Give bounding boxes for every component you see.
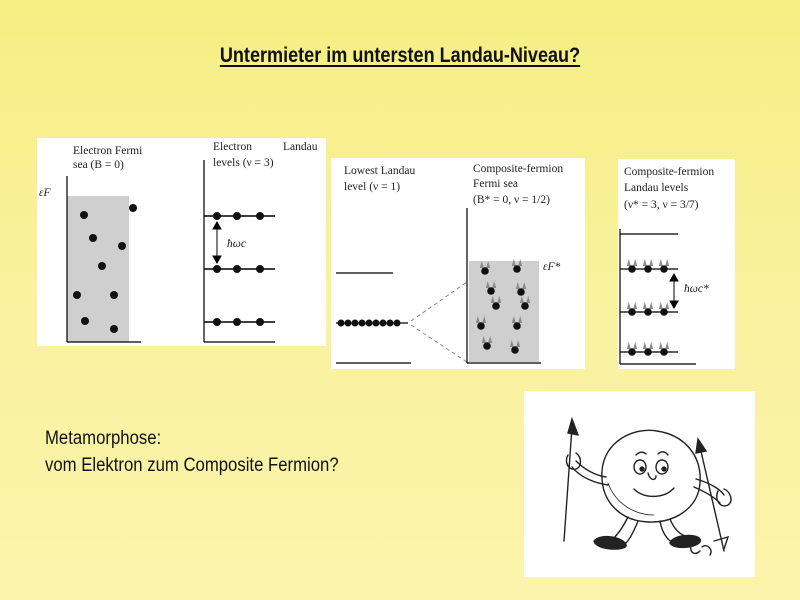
cf-ll-composite-fermions bbox=[627, 259, 669, 356]
composite-fermion bbox=[643, 342, 653, 356]
fermi-energy-label: εF bbox=[39, 187, 51, 199]
cf-sea-heading-line2: Fermi sea bbox=[473, 178, 519, 190]
cf-gap-label: ħωc* bbox=[684, 283, 709, 295]
caption-line-1: Metamorphose: bbox=[45, 428, 162, 449]
cartoon-body bbox=[564, 419, 731, 555]
landau-heading-line3: levels (ν = 3) bbox=[213, 157, 274, 169]
fermi-sea-heading-line2: sea (B = 0) bbox=[73, 159, 124, 171]
composite-fermion-landau-levels-diagram bbox=[618, 159, 735, 369]
cf-sea-fill bbox=[469, 261, 539, 362]
composite-fermion bbox=[643, 259, 653, 273]
caption bbox=[45, 425, 339, 479]
caption-line-2: vom Elektron zum Composite Fermion? bbox=[45, 455, 339, 476]
composite-fermion bbox=[627, 342, 637, 356]
mapping-dashed-lines bbox=[411, 282, 467, 362]
cf-ll-heading-line3: (ν* = 3, ν = 3/7) bbox=[624, 199, 699, 211]
fermi-sea-heading-line1: Electron Fermi bbox=[73, 145, 143, 157]
lll-heading-line1: Lowest Landau bbox=[344, 165, 416, 177]
composite-fermion-fermi-sea-diagram bbox=[331, 158, 585, 369]
cf-gap-arrow bbox=[670, 274, 678, 308]
fermi-sea-fill bbox=[67, 196, 129, 342]
composite-fermion bbox=[659, 259, 669, 273]
cf-ll-heading-line1: Composite-fermion bbox=[624, 166, 715, 178]
lll-electrons bbox=[338, 320, 401, 327]
cf-fermi-energy-label: εF* bbox=[543, 261, 561, 273]
cyclotron-gap-arrow bbox=[213, 222, 221, 263]
lll-lines bbox=[336, 273, 411, 363]
composite-fermion bbox=[659, 342, 669, 356]
landau-heading-line1: Electron bbox=[213, 141, 252, 153]
cf-ll-heading-line2: Landau levels bbox=[624, 182, 689, 194]
landau-heading-line2: Landau bbox=[283, 141, 318, 153]
cf-sea-heading-line3: (B* = 0, ν = 1/2) bbox=[473, 194, 550, 206]
composite-fermion bbox=[643, 302, 653, 316]
composite-fermion-cartoon bbox=[524, 391, 755, 577]
electron-fermi-sea-diagram bbox=[37, 138, 326, 346]
composite-fermion bbox=[627, 302, 637, 316]
composite-fermion bbox=[659, 302, 669, 316]
cf-sea-heading-line1: Composite-fermion bbox=[473, 163, 564, 175]
lll-heading-line2: level (ν = 1) bbox=[344, 181, 401, 193]
slide-title: Untermieter im untersten Landau-Niveau? bbox=[219, 44, 581, 67]
cyclotron-gap-label: ħωc bbox=[227, 238, 246, 250]
composite-fermion bbox=[627, 259, 637, 273]
